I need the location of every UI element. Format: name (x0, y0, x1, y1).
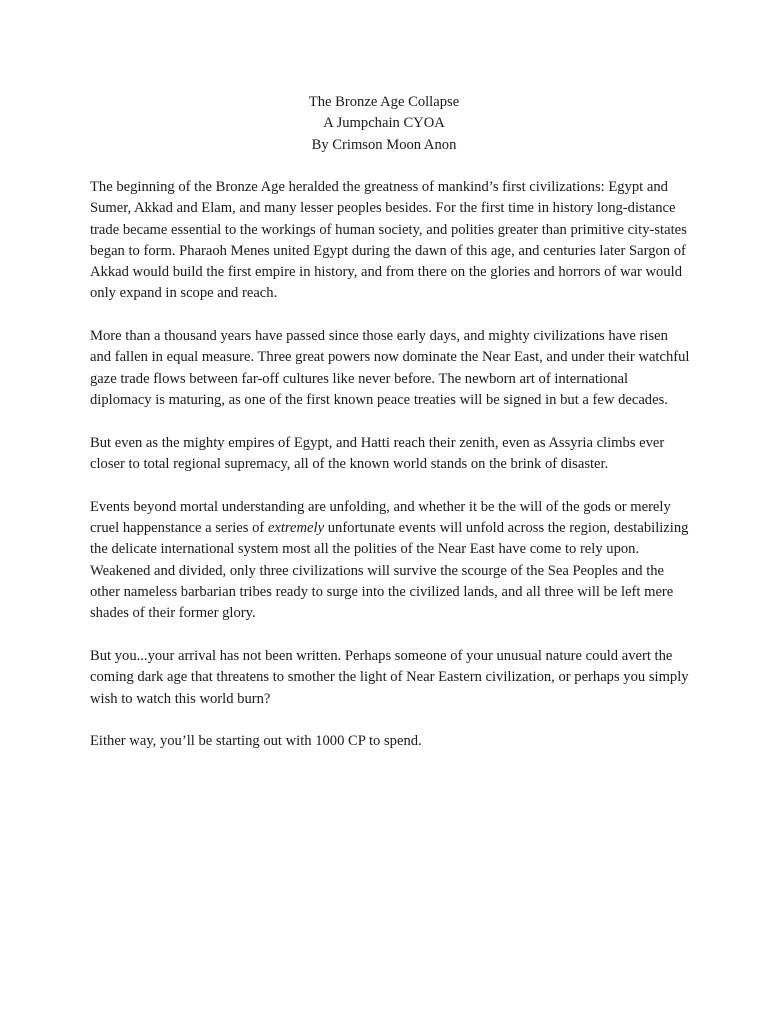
document-body (90, 177, 690, 774)
emphasis-extremely: extremely (267, 520, 325, 537)
paragraph-intro: The beginning of the Bronze Age heralded the greatness of mankind’s first civilizations: Egypt and Sumer, Akkad and Elam, and many lesser peoples besides. For the first time in history long-distance trade became essential to the workings of human society, and polities greater than primitive city-states began to form. Pharaoh Menes united Egypt during the dawn of this age, and centuries later Sargon of Akkad would build the first empire in history, and from there on the glories and horrors of war would only expand in scope and reach. (90, 179, 687, 302)
document-title: The Bronze Age Collapse (308, 94, 460, 110)
paragraph-starting-cp: Either way, you’ll be starting out with 1000 CP to spend. (90, 733, 422, 750)
paragraph-thousand-years: More than a thousand years have passed since those early days, and mighty civilizations have risen and fallen in equal measure. Three great powers now dominate the Near East, and under their watchful gaze trade flows between far-off cultures like never before. The newborn art of international diplomacy is maturing, as one of the first known peace treaties will be signed in but a few decades. (90, 328, 690, 409)
paragraph-your-arrival: But you...your arrival has not been written. Perhaps someone of your unusual nature could avert the coming dark age that threatens to smother the light of Near Eastern civilization, or perhaps you simply wish to watch this world burn? (90, 647, 689, 707)
paragraph-brink-of-disaster: But even as the mighty empires of Egypt, and Hatti reach their zenith, even as Assyria climbs ever closer to total regional supremacy, all of the known world stands on the brink of disaster. (90, 434, 665, 473)
document-author: By Crimson Moon Anon (311, 136, 457, 153)
paragraph-events-after: unfortunate events will unfold across the region, destabilizing the delicate international system most all the polities of the Near East have come to rely upon. Weakened and divided, only three civilizations will survive the scourge of the Sea Peoples and the other nameless barbarian tribes ready to surge into the civilized lands, and all three will be left mere shades of their former glory. (90, 520, 689, 622)
title-block (0, 92, 768, 156)
paragraph-events-unfolding (90, 497, 690, 625)
document-subtitle: A Jumpchain CYOA (323, 115, 445, 132)
paragraph-events-before: Events beyond mortal understanding are unfolding, and whether it be the will of the gods or merely cruel happenstance a series of (90, 498, 671, 537)
